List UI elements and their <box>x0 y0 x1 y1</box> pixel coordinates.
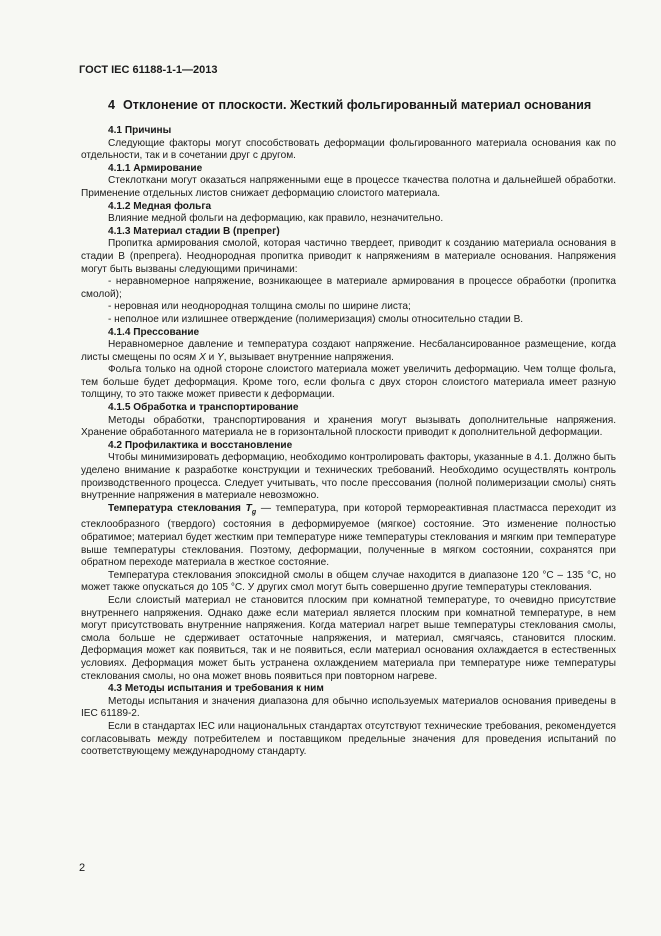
section-4-2-heading: 4.2 Профилактика и восстановление <box>108 439 293 451</box>
section-4-title: Отклонение от плоскости. Жесткий фольгированный материал основания <box>123 98 592 112</box>
document-header: ГОСТ IEC 61188-1-1—2013 <box>79 64 218 76</box>
section-4-1-3-text: Пропитка армирования смолой, которая частично твердеет, приводит к созданию материала основания в стадии В (препрега). Неоднородная пропитка приводит к напряжениям в материале основания. Напряжения могут быть вызваны следующими причинами: <box>81 238 616 275</box>
section-4-1-2-text: Влияние медной фольги на деформацию, как правило, незначительно. <box>108 213 444 225</box>
axis-y-symbol: Y <box>217 351 224 363</box>
document-body <box>81 96 616 759</box>
section-4-1-1-text: Стеклоткани могут оказаться напряженными еще в процессе ткачества полотна и дальнейшей обработки. Применение отдельных листов снижает деформацию слоистого материала. <box>81 175 616 199</box>
list-item: - неравномерное напряжение, возникающее в материале армирования в процессе обработки (пропитка смолой); <box>81 276 616 300</box>
section-4-1-2-heading: 4.1.2 Медная фольга <box>108 200 212 212</box>
section-4-1-4-text-2: Фольга только на одной стороне слоистого материала может увеличить деформацию. Чем толще фольга, тем больше будет деформация. Кроме того, если фольга с двух сторон слоистого материала имеет разную толщину, то это также может привести к деформации. <box>81 364 616 401</box>
section-4-1-text: Следующие факторы могут способствовать деформации фольгированного материала основания как по отдельности, так и в сочетании друг с другом. <box>81 137 616 162</box>
section-4-1-heading: 4.1 Причины <box>108 125 172 136</box>
section-4-1-1-heading: 4.1.1 Армирование <box>108 162 203 174</box>
page-number: 2 <box>79 862 86 874</box>
section-4-1-5-text: Методы обработки, транспортирования и хранения могут вызывать дополнительные напряжения. Хранение обработанного материала не в горизонтальной плоскости приводит к дополнительной деформации. <box>81 414 616 439</box>
axis-x-symbol: X <box>199 351 206 363</box>
section-4-1-3-heading: 4.1.3 Материал стадии В (препрег) <box>108 225 280 237</box>
section-4-2-text-3: Температура стеклования эпоксидной смолы в общем случае находится в диапазоне 120 °С – 135 °С, но может также опускаться до 105 °С. У других смол могут быть совершенно другие температуры стеклования. <box>81 569 616 594</box>
list-item: - неполное или излишнее отверждение (полимеризация) смолы относительно стадии В. <box>108 313 524 325</box>
section-4-3-text: Методы испытания и значения диапазона для обычно используемых материалов основания приведены в IEC 61189-2. <box>81 695 616 720</box>
section-4-heading <box>81 96 616 114</box>
tg-subscript: g <box>251 508 257 516</box>
section-4-2-text-4: Если слоистый материал не становится плоским при комнатной температуре, то очевидно присутствие внутреннего напряжения. Однако даже если материал является плоским при комнатной температуре, в нем могут присутствовать внутренние напряжения. Когда материал нагрет выше температуры стеклования смолы, смола больше не сдерживает остаточные напряжения, и материал, смягчаясь, становится плоским. Деформация может как появиться, так и не появиться, если материал основания охлаждается в естественных условиях. Деформация может быть устранена охлаждением материала при температуре ниже температуры стеклования смолы, но она может вновь появиться при повторном нагреве. <box>81 594 616 682</box>
section-4-3-heading: 4.3 Методы испытания и требования к ним <box>108 683 324 695</box>
section-4-2-tg-definition: Температура стеклования $T_g$ — температура, при которой термореактивная пластмасса переходит из стеклообразного (твердого) состояния в деформируемое (мягкое) состояние. Это изменение полностью обратимое; материал будет жестким при температуре ниже температуры стеклования и мягким при температуре выше температуры стеклования. Поэтому, деформации, полученные в мягком состоянии, сохранятся при обратном переходе материала в жесткое состояние. <box>81 502 617 569</box>
tg-symbol: T <box>245 502 252 514</box>
section-4-1-5-heading: 4.1.5 Обработка и транспортирование <box>108 402 299 414</box>
tg-term: Температура стеклования <box>108 502 241 514</box>
section-4-1-4-text: Неравномерное давление и температура создают напряжение. Несбалансированное размещение, когда листы смещены по осям X и Y, вызывает внутренние напряжения. <box>81 339 616 363</box>
section-4-1-4-heading: 4.1.4 Прессование <box>108 326 200 338</box>
section-4-2-text: Чтобы минимизировать деформацию, необходимо контролировать факторы, указанные в 4.1. Должно быть уделено внимание к разработке конструкции и технических требований. Необходимо осуществлять контроль производственного процесса. Следует учитывать, что после прессования (полной полимеризации смолы) снять внутренние напряжения в материале невозможно. <box>81 452 616 502</box>
section-4-3-text-2: Если в стандартах IEC или национальных стандартах отсутствуют технические требования, рекомендуется согласовывать между потребителем и поставщиком предельные значения для проведения испытаний по соответствующему международному стандарту. <box>81 720 616 758</box>
section-4-number: 4 <box>108 98 116 112</box>
list-item: - неровная или неоднородная толщина смолы по ширине листа; <box>108 301 411 313</box>
